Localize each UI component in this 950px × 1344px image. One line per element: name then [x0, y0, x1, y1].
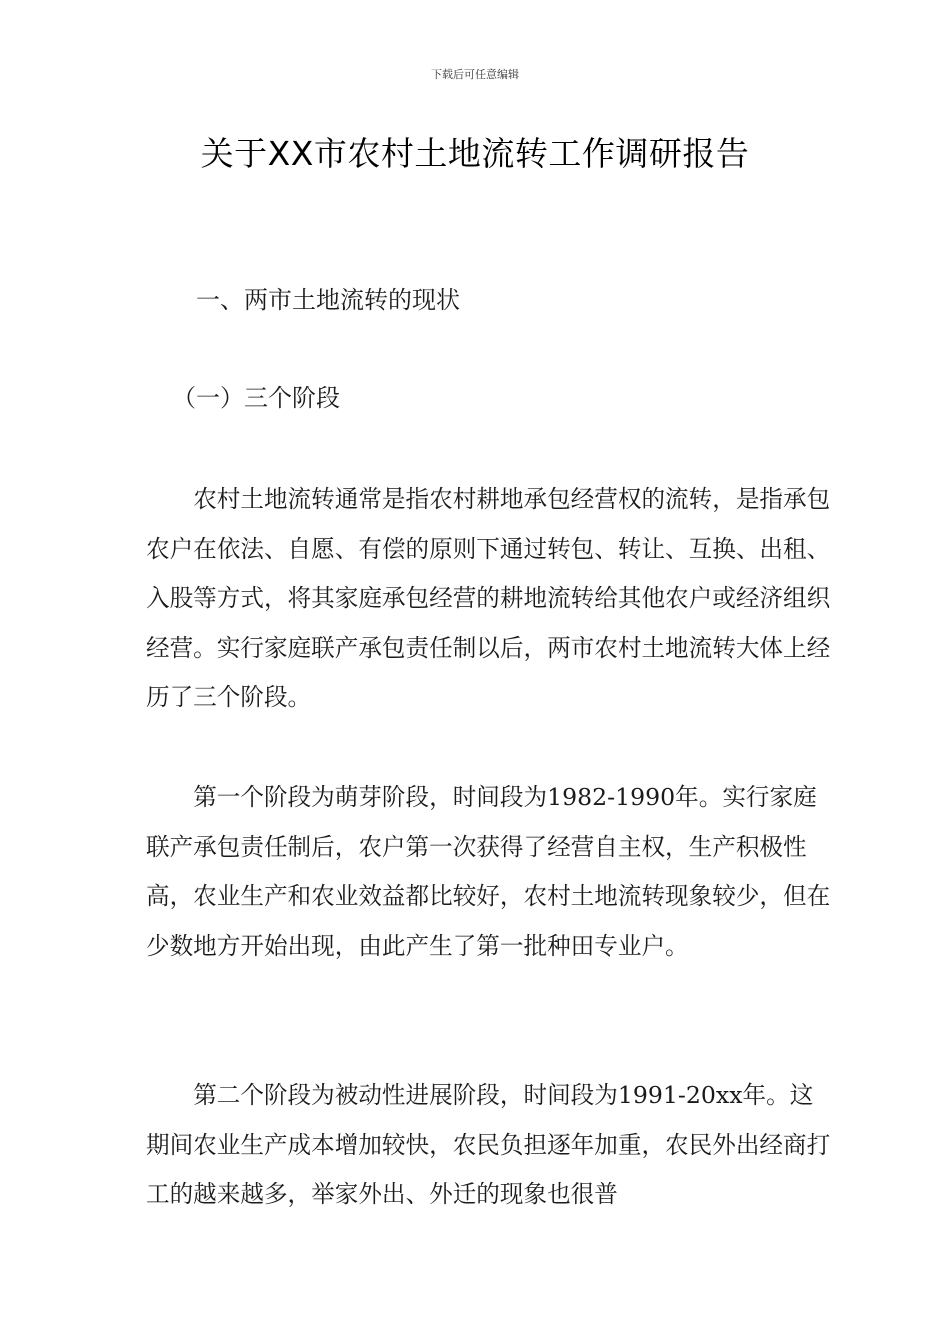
document-title: 关于XX市农村土地流转工作调研报告 [200, 134, 750, 173]
subsection-heading: （一）三个阶段 [172, 384, 340, 412]
paragraph: 第二个阶段为被动性进展阶段，时间段为1991-20xx年。这期间农业生产成本增加较快，农民负担逐年加重，农民外出经商打工的越来越多，举家外出、外迁的现象也很普 [146, 1081, 831, 1208]
paragraph: 农村土地流转通常是指农村耕地承包经营权的流转，是指承包农户在依法、自愿、有偿的原则下通过转包、转让、互换、出租、入股等方式，将其家庭承包经营的耕地流转给其他农户或经济组织经营。实行家庭联产承包责任制以后，两市农村土地流转大体上经历了三个阶段。 [146, 485, 831, 711]
section-heading: 一、两市土地流转的现状 [196, 286, 460, 314]
header-note: 下载后可任意编辑 [431, 68, 519, 81]
paragraph: 第一个阶段为萌芽阶段，时间段为1982-1990年。实行家庭联产承包责任制后，农户第一次获得了经营自主权，生产积极性高，农业生产和农业效益都比较好，农村土地流转现象较少，但在少数地方开始出现，由此产生了第一批种田专业户。 [146, 783, 831, 960]
